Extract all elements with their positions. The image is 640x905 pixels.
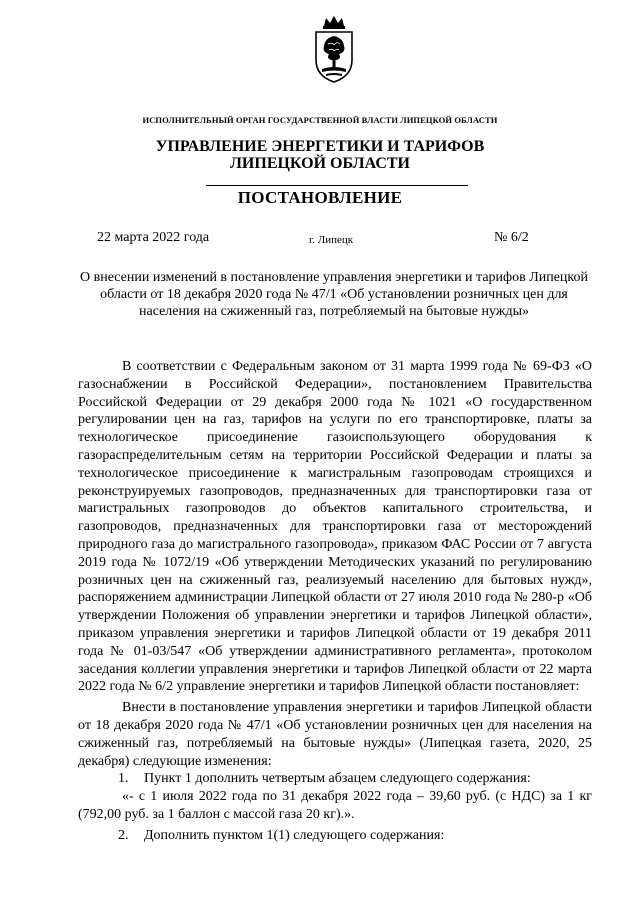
list-item-1 — [78, 770, 592, 788]
document-date: 22 марта 2022 года — [97, 230, 210, 245]
document-type: ПОСТАНОВЛЕНИЕ — [237, 188, 403, 207]
body-paragraph-amendment: Внести в постановление управления энергетики и тарифов Липецкой области от 18 декабря 2020 года № 47/1 «Об установлении розничных цен для населения на сжиженный газ, потребляемый на бытовые нужды» (Липецкая газета, 2020, 25 декабря) следующие изменения: — [78, 700, 592, 769]
list-item-1-text: Пункт 1 дополнить четвертым абзацем следующего содержания: — [144, 771, 531, 787]
list-item-1-number: 1. — [118, 771, 129, 787]
department-name-line-2: ЛИПЕЦКОЙ ОБЛАСТИ — [230, 155, 410, 172]
document-body — [78, 358, 592, 845]
coat-of-arms-icon — [310, 14, 358, 84]
list-item-2-number: 2. — [118, 827, 129, 843]
organization-name: ИСПОЛНИТЕЛЬНЫЙ ОРГАН ГОСУДАРСТВЕННОЙ ВЛАСТИ ЛИПЕЦКОЙ ОБЛАСТИ — [142, 115, 498, 125]
document-number: № 6/2 — [494, 230, 529, 245]
header-divider — [206, 185, 468, 186]
document-city: г. Липецк — [309, 234, 354, 246]
department-name-line-1: УПРАВЛЕНИЕ ЭНЕРГЕТИКИ И ТАРИФОВ — [155, 138, 485, 155]
list-item-2-text: Дополнить пунктом 1(1) следующего содержания: — [144, 827, 445, 843]
list-item-2 — [78, 827, 592, 845]
document-title: О внесении изменений в постановление управления энергетики и тарифов Липецкой области от 18 декабря 2020 года № 47/1 «Об установлении розничных цен для населения на сжиженный газ, потребляемый на бытовые нужды» — [80, 270, 588, 319]
body-paragraph-preamble: В соответствии с Федеральным законом от 31 марта 1999 года № 69-ФЗ «О газоснабжении в Российской Федерации», постановлением Правительства Российской Федерации от 29 декабря 2000 года № 1021 «О государственном регулировании цен на газ, тарифов на услуги по его транспортировке, платы за технологическое присоединение газоиспользующего оборудования к газораспределительным сетям на территории Российской Федерации и платы за технологическое присоединение к магистральным газопроводам строящихся и реконструируемых газопроводов, предназначенных для транспортировки газа от магистральных газопроводов до объектов капитального строительства, и газопроводов, предназначенных для транспортировки газа от месторождений природного газа до магистрального газопровода», приказом ФАС России от 7 августа 2019 года № 1072/19 «Об утверждении Методических указаний по регулированию розничных цен на сжиженный газ, реализуемый населению для бытовых нужд», распоряжением администрации Липецкой области от 27 июля 2010 года № 280-р «Об утверждении Положения об управлении энергетики и тарифов Липецкой области», приказом управления энергетики и тарифов Липецкой области от 19 декабря 2011 года № 01-03/547 «Об утверждении административного регламента», протоколом заседания коллегии управления энергетики и тарифов Липецкой области от 22 марта 2022 года № 6/2 управление энергетики и тарифов Липецкой области постановляет: — [78, 359, 592, 695]
department-name — [0, 138, 640, 172]
quoted-paragraph: «- с 1 июля 2022 года по 31 декабря 2022 года – 39,60 руб. (с НДС) за 1 кг (792,00 руб. за 1 баллон с массой газа 20 кг).». — [78, 789, 592, 822]
